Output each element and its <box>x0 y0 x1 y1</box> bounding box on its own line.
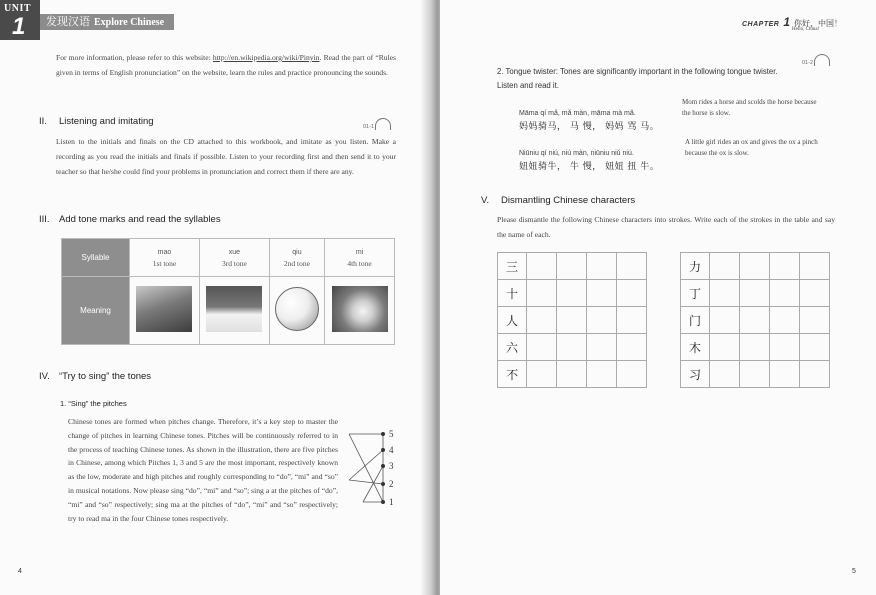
section-4-subtitle: 1. “Sing” the pitches <box>60 399 127 408</box>
stroke-cell[interactable] <box>617 361 647 388</box>
section-5-text: Please dismantle the following Chinese characters into strokes. Write each of the strokes in the table and say the name of each. <box>497 215 835 239</box>
section-3-heading <box>39 214 221 225</box>
twister-line2-pinyin: Niūniu qí niú, niú màn, niūniu niǔ niú. <box>519 150 634 157</box>
stroke-cell[interactable] <box>740 361 770 388</box>
syllable-tone: 1st tone <box>152 258 177 268</box>
stroke-cell[interactable] <box>740 307 770 334</box>
stroke-cell[interactable] <box>770 361 800 388</box>
soccer-ball-photo <box>275 287 319 331</box>
stroke-cell[interactable] <box>527 334 557 361</box>
pitch-label: 4 <box>389 445 394 455</box>
stroke-cell[interactable] <box>710 307 740 334</box>
syllable-cell[interactable] <box>325 239 395 277</box>
character-cell: 力 <box>681 253 710 280</box>
page-number-right: 5 <box>852 568 856 575</box>
pitch-label: 5 <box>389 429 394 439</box>
syllable-pinyin: mao <box>157 248 172 256</box>
section-5-heading <box>481 195 635 206</box>
stroke-cell[interactable] <box>800 253 830 280</box>
chapter-word: CHAPTER <box>742 21 780 28</box>
character-cell: 不 <box>498 361 527 388</box>
syllable-pinyin: mi <box>355 248 364 256</box>
character-cell: 人 <box>498 307 527 334</box>
stroke-cell[interactable] <box>740 280 770 307</box>
stroke-cell[interactable] <box>617 280 647 307</box>
twister-line1-pinyin: Māma qí mǎ, mǎ màn, māma mà mǎ. <box>519 110 636 117</box>
pitch-label: 2 <box>389 479 394 489</box>
stroke-cell[interactable] <box>527 280 557 307</box>
stroke-cell[interactable] <box>527 361 557 388</box>
tiger-photo <box>136 286 192 332</box>
twister-line2-en: A little girl rides an ox and gives the ox a pinch because the ox is slow. <box>685 138 818 157</box>
headphone-icon <box>814 54 830 66</box>
section-3-title: Add tone marks and read the syllables <box>59 214 221 225</box>
audio-track-01-2[interactable] <box>802 60 813 66</box>
pitch-label: 3 <box>389 461 394 471</box>
stroke-cell[interactable] <box>770 334 800 361</box>
stroke-cell[interactable] <box>710 361 740 388</box>
header-zh: 发现汉语 <box>46 16 90 28</box>
stroke-cell[interactable] <box>557 253 587 280</box>
pitch-label: 1 <box>389 497 394 507</box>
stroke-cell[interactable] <box>557 307 587 334</box>
stroke-cell[interactable] <box>587 307 617 334</box>
left-page <box>0 0 432 595</box>
headphone-icon <box>375 118 391 130</box>
stroke-cell[interactable] <box>710 280 740 307</box>
stroke-cell[interactable] <box>617 334 647 361</box>
stroke-cell[interactable] <box>527 253 557 280</box>
stroke-grid-left <box>497 252 647 388</box>
stroke-cell[interactable] <box>557 361 587 388</box>
syllable-cell[interactable] <box>199 239 269 277</box>
stroke-cell[interactable] <box>800 334 830 361</box>
stroke-cell[interactable] <box>800 307 830 334</box>
meaning-cell <box>130 277 200 345</box>
twister-intro: 2. Tongue twister: Tones are significantly important in the following tongue twister. Listen and read it. <box>497 67 778 90</box>
pitch-diagram <box>343 426 403 516</box>
chapter-en: Hello, China! <box>792 27 820 32</box>
stroke-cell[interactable] <box>617 307 647 334</box>
snow-house-photo <box>206 286 262 332</box>
stroke-cell[interactable] <box>710 253 740 280</box>
stroke-cell[interactable] <box>557 280 587 307</box>
syllable-pinyin: qiu <box>292 248 302 256</box>
twister-line2-zh: 妞妞骑牛， 牛 慢， 妞妞 扭 牛。 <box>519 162 660 172</box>
stroke-cell[interactable] <box>770 280 800 307</box>
stroke-cell[interactable] <box>710 334 740 361</box>
twister-line1-en: Mom rides a horse and scolds the horse because the horse is slow. <box>682 98 817 117</box>
section-3-number: III. <box>39 214 50 225</box>
syllable-pinyin: xue <box>228 248 241 256</box>
stroke-cell[interactable] <box>557 334 587 361</box>
section-5-title: Dismantling Chinese characters <box>501 195 636 206</box>
stroke-grid-right <box>680 252 830 388</box>
row-label-syllable: Syllable <box>62 239 130 277</box>
stroke-cell[interactable] <box>617 253 647 280</box>
section-4-number: IV. <box>39 371 50 382</box>
stroke-cell[interactable] <box>800 280 830 307</box>
stroke-cell[interactable] <box>740 334 770 361</box>
character-cell: 丁 <box>681 280 710 307</box>
unit-number: 1 <box>12 13 26 40</box>
meaning-cell <box>269 277 324 345</box>
audio-track-label: 01-2 <box>802 60 814 66</box>
section-2-heading <box>39 116 154 127</box>
stroke-cell[interactable] <box>587 280 617 307</box>
book-header <box>40 14 174 30</box>
character-cell: 三 <box>498 253 527 280</box>
stroke-cell[interactable] <box>587 253 617 280</box>
unit-badge <box>0 0 40 40</box>
character-cell: 习 <box>681 361 710 388</box>
page-number-left: 4 <box>18 568 22 575</box>
stroke-cell[interactable] <box>800 361 830 388</box>
meaning-cell <box>199 277 269 345</box>
row-label-meaning: Meaning <box>62 277 130 345</box>
character-cell: 木 <box>681 334 710 361</box>
intro-text-1: For more information, please refer to this website: <box>56 53 213 62</box>
section-5-number: V. <box>481 195 490 206</box>
syllable-tone: 4th tone <box>347 258 372 268</box>
syllable-tone: 3rd tone <box>221 258 247 268</box>
stroke-cell[interactable] <box>587 361 617 388</box>
intro-text-2: . Read the part of “Rules given in terms of English pronunciation” on the website, learn the rules and practice pronouncing the sounds. <box>56 53 396 77</box>
syllable-cell[interactable] <box>130 239 200 277</box>
character-cell: 十 <box>498 280 527 307</box>
section-4-text: Chinese tones are formed when pitches change. Therefore, it’s a key step to master the change of pitches in learning Chinese tones. Pitches will be continuously referred to in the process of teaching Chinese tones. As shown in the illustration, there are five pitches in Chinese, among which Pitches 1, 3 and 5 are the most important, respectively known as the low, moderate and high pitches and roughly corresponding to “do”, “mi” and “so” in musical notations. Now please sing “do”, “mi” and “so”; sing a at the pitches of “do”, “mi” and “so” respectively; sing ma at the pitches of “do”, “mi” and “so” respectively; try to read ma in the four Chinese tones respectively. <box>68 417 338 523</box>
stroke-cell[interactable] <box>587 334 617 361</box>
unit-label: UNIT <box>4 3 32 14</box>
section-4-title: “Try to sing” the tones <box>59 371 152 382</box>
syllable-tone: 2nd tone <box>283 258 310 268</box>
meaning-cell <box>325 277 395 345</box>
header-en: Explore Chinese <box>94 17 165 28</box>
pinyin-wiki-link[interactable]: http://en.wikipedia.org/wiki/Pinyin <box>212 53 320 62</box>
section-2-number: II. <box>39 116 47 127</box>
stroke-cell[interactable] <box>740 253 770 280</box>
character-cell: 门 <box>681 307 710 334</box>
intro-paragraph <box>56 50 396 80</box>
syllable-table <box>61 238 395 345</box>
stroke-cell[interactable] <box>770 307 800 334</box>
section-2-text: Listen to the initials and finals on the CD attached to this workbook, and imitate as you listen. Make a recording as you read the initials and finals if possible. Listen to your recording first and then send it to your teacher so that he/she could find your problems in pronunciation and correct them if there are any. <box>56 137 396 176</box>
twister-line1-zh: 妈妈骑马， 马 慢， 妈妈 骂 马。 <box>519 122 660 132</box>
stroke-cell[interactable] <box>770 253 800 280</box>
bee-flower-photo <box>332 286 388 332</box>
syllable-cell[interactable] <box>269 239 324 277</box>
chapter-number: 1 <box>783 15 791 29</box>
audio-track-01-1[interactable] <box>363 124 374 130</box>
section-2-title: Listening and imitating <box>59 116 154 127</box>
character-cell: 六 <box>498 334 527 361</box>
audio-track-label: 01-1 <box>363 124 375 130</box>
stroke-cell[interactable] <box>527 307 557 334</box>
section-4-heading <box>39 371 151 382</box>
chapter-zh: 你好，中国！ <box>794 19 843 28</box>
